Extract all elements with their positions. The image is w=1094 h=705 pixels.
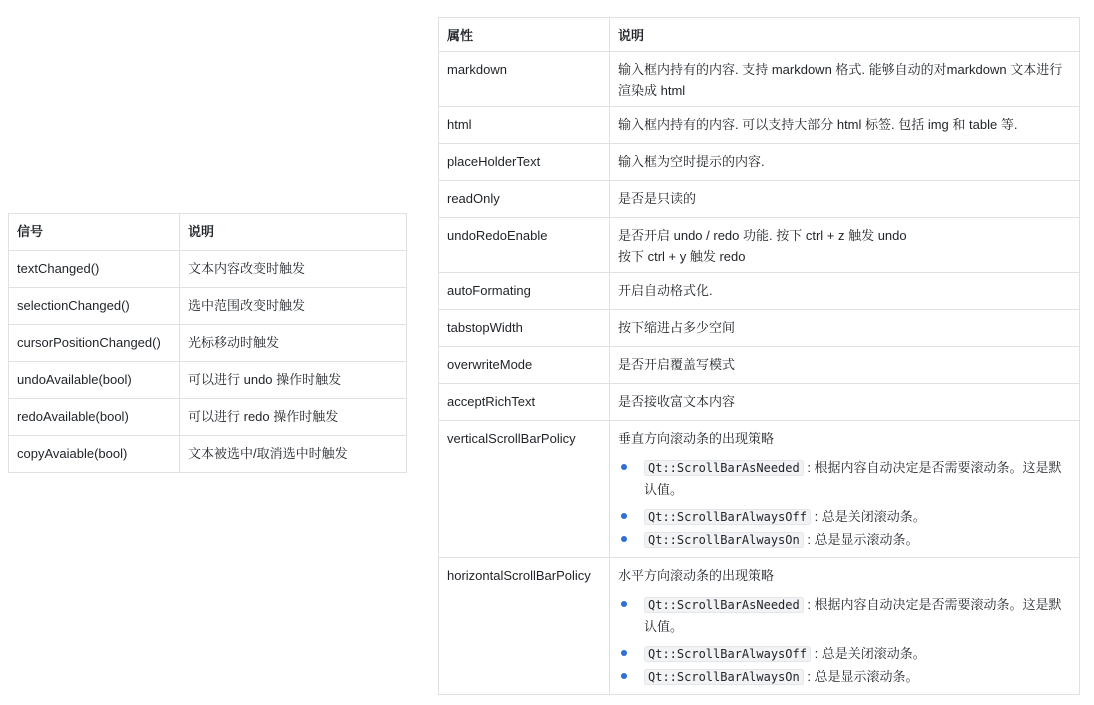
policy-option-list [618,457,1071,551]
property-description [610,107,1080,144]
description-line: 开启自动格式化. [618,283,713,298]
table-header-row [9,214,407,251]
property-description [610,218,1080,273]
table-row [439,421,1080,558]
property-description [610,384,1080,421]
property-description [610,144,1080,181]
description-line: 按下 ctrl + y 触发 redo [618,249,746,264]
list-item [618,666,1071,688]
table-row [9,288,407,325]
signal-description: 可以进行 undo 操作时触发 [180,362,407,399]
enum-value-code: Qt::ScrollBarAsNeeded [644,597,804,613]
description-line: 是否开启 undo / redo 功能. 按下 ctrl + z 触发 undo [618,228,907,243]
list-item [618,506,1071,528]
table-row [439,107,1080,144]
description-line: 输入框内持有的内容. 支持 markdown 格式. 能够自动的对markdown 文本进行 [618,62,1063,77]
signal-name: cursorPositionChanged() [9,325,180,362]
enum-value-code: Qt::ScrollBarAlwaysOff [644,646,811,662]
properties-table [438,17,1080,695]
property-description [610,181,1080,218]
description-line: 是否开启覆盖写模式 [618,357,736,372]
enum-value-description: : 总是显示滚动条。 [803,669,919,684]
enum-value-description: : 总是显示滚动条。 [803,532,919,547]
description-line: 是否是只读的 [618,191,697,206]
enum-value-description: : 根据内容自动决定是否需要滚动条。这是默认值。 [644,597,1062,634]
property-column-header: 属性 [439,18,610,52]
signal-description: 可以进行 redo 操作时触发 [180,399,407,436]
property-name: acceptRichText [439,384,610,421]
enum-value-description: : 总是关闭滚动条。 [810,509,926,524]
table-row [439,144,1080,181]
table-row [439,310,1080,347]
description-line: 输入框为空时提示的内容. [618,154,765,169]
property-description [610,310,1080,347]
table-row [9,399,407,436]
table-row [439,273,1080,310]
enum-value-description: : 根据内容自动决定是否需要滚动条。这是默认值。 [644,460,1062,497]
table-row [439,558,1080,695]
policy-heading: 水平方向滚动条的出现策略 [618,568,775,583]
signal-description: 文本内容改变时触发 [180,251,407,288]
table-row [439,181,1080,218]
list-item [618,529,1071,551]
property-name: horizontalScrollBarPolicy [439,558,610,695]
property-name: verticalScrollBarPolicy [439,421,610,558]
table-header-row [439,18,1080,52]
bullet-dot-icon [621,650,627,656]
table-row [439,52,1080,107]
property-name: readOnly [439,181,610,218]
property-name: tabstopWidth [439,310,610,347]
table-row [439,347,1080,384]
signal-name: textChanged() [9,251,180,288]
description-line: 渲染成 html [618,83,686,98]
policy-option-list [618,594,1071,688]
description-line: 输入框内持有的内容. 可以支持大部分 html 标签. 包括 img 和 table 等. [618,117,1018,132]
table-row [9,251,407,288]
enum-value-description: : 总是关闭滚动条。 [810,646,926,661]
property-name: autoFormating [439,273,610,310]
property-description [610,52,1080,107]
signal-name: redoAvailable(bool) [9,399,180,436]
property-description [610,347,1080,384]
table-row [439,384,1080,421]
bullet-dot-icon [621,536,627,542]
property-description [610,558,1080,695]
table-row [9,436,407,473]
property-description [610,273,1080,310]
property-name: markdown [439,52,610,107]
property-description [610,421,1080,558]
bullet-dot-icon [621,673,627,679]
bullet-dot-icon [621,601,627,607]
description-column-header: 说明 [610,18,1080,52]
enum-value-code: Qt::ScrollBarAsNeeded [644,460,804,476]
policy-heading: 垂直方向滚动条的出现策略 [618,431,775,446]
bullet-dot-icon [621,464,627,470]
signals-table [8,213,407,473]
property-name: overwriteMode [439,347,610,384]
table-row [9,362,407,399]
description-line: 是否接收富文本内容 [618,394,736,409]
property-name: undoRedoEnable [439,218,610,273]
signal-name: undoAvailable(bool) [9,362,180,399]
signal-description: 选中范围改变时触发 [180,288,407,325]
bullet-dot-icon [621,513,627,519]
signal-column-header: 信号 [9,214,180,251]
list-item [618,457,1071,500]
signal-name: copyAvaiable(bool) [9,436,180,473]
signal-description: 文本被选中/取消选中时触发 [180,436,407,473]
signal-description: 光标移动时触发 [180,325,407,362]
list-item [618,643,1071,665]
enum-value-code: Qt::ScrollBarAlwaysOn [644,532,804,548]
table-row [9,325,407,362]
property-name: placeHolderText [439,144,610,181]
description-column-header: 说明 [180,214,407,251]
property-name: html [439,107,610,144]
description-line: 按下缩进占多少空间 [618,320,736,335]
enum-value-code: Qt::ScrollBarAlwaysOff [644,509,811,525]
list-item [618,594,1071,637]
signal-name: selectionChanged() [9,288,180,325]
table-row [439,218,1080,273]
enum-value-code: Qt::ScrollBarAlwaysOn [644,669,804,685]
